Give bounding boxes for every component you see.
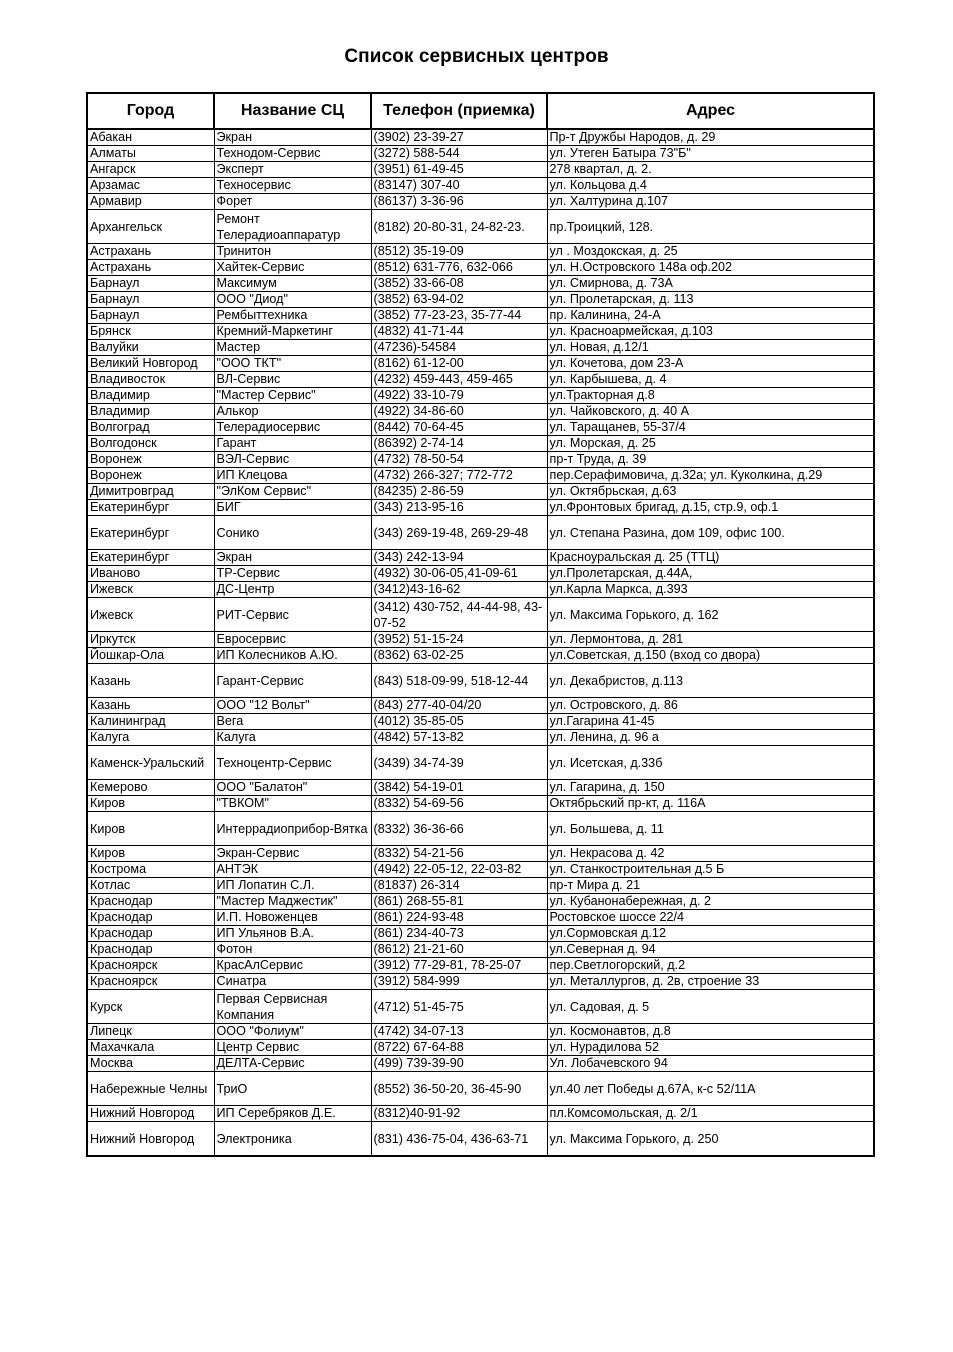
- cell-city: Волгодонск: [87, 436, 214, 452]
- cell-city: Набережные Челны: [87, 1072, 214, 1106]
- table-row: [87, 194, 874, 210]
- cell-city: Кемерово: [87, 780, 214, 796]
- cell-city: Казань: [87, 664, 214, 698]
- table-row: [87, 356, 874, 372]
- cell-city: Астрахань: [87, 260, 214, 276]
- cell-name: Ремонт Телерадиоаппаратур: [214, 210, 371, 244]
- cell-phone: (4942) 22-05-12, 22-03-82: [371, 862, 547, 878]
- cell-city: Владимир: [87, 388, 214, 404]
- cell-phone: (8512) 631-776, 632-066: [371, 260, 547, 276]
- cell-address: ул. Морская, д. 25: [547, 436, 874, 452]
- cell-city: Котлас: [87, 878, 214, 894]
- table-row: [87, 746, 874, 780]
- cell-city: Красноярск: [87, 974, 214, 990]
- table-row: [87, 244, 874, 260]
- cell-phone: (81837) 26-314: [371, 878, 547, 894]
- table-row: [87, 942, 874, 958]
- table-row: [87, 566, 874, 582]
- cell-phone: (3852) 33-66-08: [371, 276, 547, 292]
- cell-address: ул. Большева, д. 11: [547, 812, 874, 846]
- table-row: [87, 582, 874, 598]
- table-row: [87, 910, 874, 926]
- cell-name: Тринитон: [214, 244, 371, 260]
- table-row: [87, 878, 874, 894]
- cell-name: "ООО ТКТ": [214, 356, 371, 372]
- cell-name: ООО "Фолиум": [214, 1024, 371, 1040]
- cell-address: ул. Н.Островского 148а оф.202: [547, 260, 874, 276]
- cell-phone: (3912) 77-29-81, 78-25-07: [371, 958, 547, 974]
- cell-name: Гарант: [214, 436, 371, 452]
- cell-name: "Мастер Сервис": [214, 388, 371, 404]
- cell-phone: (8312)40-91-92: [371, 1106, 547, 1122]
- table-row: [87, 664, 874, 698]
- cell-name: ТриО: [214, 1072, 371, 1106]
- cell-address: ул. Красноармейская, д.103: [547, 324, 874, 340]
- table-row: [87, 1024, 874, 1040]
- cell-city: Барнаул: [87, 276, 214, 292]
- cell-address: ул. Садовая, д. 5: [547, 990, 874, 1024]
- cell-address: пер.Серафимовича, д.32а; ул. Куколкина, д.29: [547, 468, 874, 484]
- cell-name: Первая Сервисная Компания: [214, 990, 371, 1024]
- cell-name: ВЭЛ-Сервис: [214, 452, 371, 468]
- cell-city: Екатеринбург: [87, 516, 214, 550]
- cell-address: ул. Карбышева, д. 4: [547, 372, 874, 388]
- cell-address: ул. Степана Разина, дом 109, офис 100.: [547, 516, 874, 550]
- table-row: [87, 812, 874, 846]
- cell-name: ООО "Балатон": [214, 780, 371, 796]
- cell-phone: (8722) 67-64-88: [371, 1040, 547, 1056]
- cell-phone: (8162) 61-12-00: [371, 356, 547, 372]
- cell-address: ул. Халтурина д.107: [547, 194, 874, 210]
- table-row: [87, 990, 874, 1024]
- cell-city: Ижевск: [87, 598, 214, 632]
- cell-phone: (3412)43-16-62: [371, 582, 547, 598]
- cell-phone: (8552) 36-50-20, 36-45-90: [371, 1072, 547, 1106]
- table-row: [87, 730, 874, 746]
- cell-address: пер.Светлогорский, д.2: [547, 958, 874, 974]
- table-row: [87, 1072, 874, 1106]
- cell-city: Владимир: [87, 404, 214, 420]
- cell-city: Краснодар: [87, 942, 214, 958]
- table-row: [87, 146, 874, 162]
- cell-city: Волгоград: [87, 420, 214, 436]
- table-row: [87, 1122, 874, 1157]
- cell-city: Барнаул: [87, 308, 214, 324]
- cell-phone: (4712) 51-45-75: [371, 990, 547, 1024]
- table-row: [87, 894, 874, 910]
- cell-city: Липецк: [87, 1024, 214, 1040]
- cell-phone: (861) 234-40-73: [371, 926, 547, 942]
- cell-name: РИТ-Сервис: [214, 598, 371, 632]
- cell-city: Ангарск: [87, 162, 214, 178]
- cell-phone: (3852) 77-23-23, 35-77-44: [371, 308, 547, 324]
- cell-phone: (83147) 307-40: [371, 178, 547, 194]
- cell-city: Абакан: [87, 129, 214, 146]
- cell-address: ул. Металлургов, д. 2в, строение 33: [547, 974, 874, 990]
- cell-address: ул. Кубанонабережная, д. 2: [547, 894, 874, 910]
- cell-name: "ТВКОМ": [214, 796, 371, 812]
- cell-phone: (3852) 63-94-02: [371, 292, 547, 308]
- cell-address: ул.Тракторная д.8: [547, 388, 874, 404]
- cell-city: Краснодар: [87, 894, 214, 910]
- cell-phone: (86392) 2-74-14: [371, 436, 547, 452]
- cell-phone: (861) 224-93-48: [371, 910, 547, 926]
- cell-address: ул. Пролетарская, д. 113: [547, 292, 874, 308]
- cell-name: Мастер: [214, 340, 371, 356]
- table-row: [87, 1040, 874, 1056]
- cell-address: ул. Нурадилова 52: [547, 1040, 874, 1056]
- cell-name: Техносервис: [214, 178, 371, 194]
- cell-address: пр.Троицкий, 128.: [547, 210, 874, 244]
- cell-name: ИП Клецова: [214, 468, 371, 484]
- cell-phone: (3912) 584-999: [371, 974, 547, 990]
- cell-address: ул.Гагарина 41-45: [547, 714, 874, 730]
- cell-phone: (4232) 459-443, 459-465: [371, 372, 547, 388]
- cell-name: Эксперт: [214, 162, 371, 178]
- cell-address: ул. Ленина, д. 96 а: [547, 730, 874, 746]
- cell-name: ТР-Сервис: [214, 566, 371, 582]
- cell-name: ИП Серебряков Д.Е.: [214, 1106, 371, 1122]
- table-row: [87, 780, 874, 796]
- cell-city: Красноярск: [87, 958, 214, 974]
- header-city: Город: [87, 93, 214, 129]
- cell-phone: (84235) 2-86-59: [371, 484, 547, 500]
- cell-phone: (4832) 41-71-44: [371, 324, 547, 340]
- page-title: Список сервисных центров: [344, 46, 609, 67]
- cell-phone: (343) 269-19-48, 269-29-48: [371, 516, 547, 550]
- cell-city: Валуйки: [87, 340, 214, 356]
- cell-phone: (831) 436-75-04, 436-63-71: [371, 1122, 547, 1157]
- cell-address: 278 квартал, д. 2.: [547, 162, 874, 178]
- cell-city: Курск: [87, 990, 214, 1024]
- cell-name: Хайтек-Сервис: [214, 260, 371, 276]
- cell-phone: (3902) 23-39-27: [371, 129, 547, 146]
- cell-phone: (8512) 35-19-09: [371, 244, 547, 260]
- cell-address: ул. Максима Горького, д. 250: [547, 1122, 874, 1157]
- cell-address: Пр-т Дружбы Народов, д. 29: [547, 129, 874, 146]
- table-row: [87, 1056, 874, 1072]
- cell-city: Астрахань: [87, 244, 214, 260]
- cell-phone: (8332) 54-21-56: [371, 846, 547, 862]
- table-row: [87, 129, 874, 146]
- cell-phone: (47236)-54584: [371, 340, 547, 356]
- cell-city: Воронеж: [87, 468, 214, 484]
- cell-city: Алматы: [87, 146, 214, 162]
- cell-city: Киров: [87, 846, 214, 862]
- header-phone: Телефон (приемка): [371, 93, 547, 129]
- table-row: [87, 516, 874, 550]
- cell-address: ул.Сормовская д.12: [547, 926, 874, 942]
- table-row: [87, 926, 874, 942]
- cell-name: Сонико: [214, 516, 371, 550]
- table-row: [87, 1106, 874, 1122]
- cell-address: пл.Комсомольская, д. 2/1: [547, 1106, 874, 1122]
- cell-phone: (8612) 21-21-60: [371, 942, 547, 958]
- cell-city: Ижевск: [87, 582, 214, 598]
- table-row: [87, 452, 874, 468]
- cell-city: Калуга: [87, 730, 214, 746]
- cell-phone: (861) 268-55-81: [371, 894, 547, 910]
- cell-name: Фотон: [214, 942, 371, 958]
- table-row: [87, 340, 874, 356]
- table-row: [87, 260, 874, 276]
- cell-name: "ЭлКом Сервис": [214, 484, 371, 500]
- cell-city: Кострома: [87, 862, 214, 878]
- cell-name: Интеррадиоприбор-Вятка: [214, 812, 371, 846]
- cell-name: Экран: [214, 550, 371, 566]
- table-row: [87, 420, 874, 436]
- cell-name: Вега: [214, 714, 371, 730]
- cell-name: ИП Лопатин С.Л.: [214, 878, 371, 894]
- cell-address: ул. Максима Горького, д. 162: [547, 598, 874, 632]
- cell-phone: (4922) 34-86-60: [371, 404, 547, 420]
- cell-phone: (3952) 51-15-24: [371, 632, 547, 648]
- cell-name: Экран-Сервис: [214, 846, 371, 862]
- cell-phone: (3439) 34-74-39: [371, 746, 547, 780]
- table-row: [87, 500, 874, 516]
- table-row: [87, 598, 874, 632]
- cell-city: Воронеж: [87, 452, 214, 468]
- cell-phone: (843) 277-40-04/20: [371, 698, 547, 714]
- cell-address: Ростовское шоссе 22/4: [547, 910, 874, 926]
- cell-address: ул. Декабристов, д.113: [547, 664, 874, 698]
- cell-name: ДЕЛТА-Сервис: [214, 1056, 371, 1072]
- cell-name: БИГ: [214, 500, 371, 516]
- table-row: [87, 162, 874, 178]
- cell-phone: (4732) 266-327; 772-772: [371, 468, 547, 484]
- cell-phone: (343) 213-95-16: [371, 500, 547, 516]
- cell-name: Телерадиосервис: [214, 420, 371, 436]
- cell-address: Ул. Лобачевского 94: [547, 1056, 874, 1072]
- cell-name: Алькор: [214, 404, 371, 420]
- table-row: [87, 648, 874, 664]
- cell-city: Иркутск: [87, 632, 214, 648]
- cell-name: ИП Колесников А.Ю.: [214, 648, 371, 664]
- service-centers-table: [86, 92, 875, 1157]
- table-row: [87, 468, 874, 484]
- cell-name: ДС-Центр: [214, 582, 371, 598]
- cell-name: КрасАлСервис: [214, 958, 371, 974]
- cell-city: Калининград: [87, 714, 214, 730]
- cell-address: ул.Советская, д.150 (вход со двора): [547, 648, 874, 664]
- table-row: [87, 276, 874, 292]
- cell-phone: (499) 739-39-90: [371, 1056, 547, 1072]
- cell-city: Архангельск: [87, 210, 214, 244]
- table-row: [87, 178, 874, 194]
- cell-phone: (3842) 54-19-01: [371, 780, 547, 796]
- cell-city: Нижний Новгород: [87, 1122, 214, 1157]
- cell-address: ул.Пролетарская, д.44А,: [547, 566, 874, 582]
- cell-phone: (843) 518-09-99, 518-12-44: [371, 664, 547, 698]
- cell-address: ул.40 лет Победы д.67А, к-с 52/11А: [547, 1072, 874, 1106]
- table-row: [87, 388, 874, 404]
- cell-address: ул. Островского, д. 86: [547, 698, 874, 714]
- cell-city: Нижний Новгород: [87, 1106, 214, 1122]
- table-row: [87, 372, 874, 388]
- cell-phone: (4842) 57-13-82: [371, 730, 547, 746]
- cell-city: Димитровград: [87, 484, 214, 500]
- cell-phone: (4922) 33-10-79: [371, 388, 547, 404]
- cell-phone: (3412) 430-752, 44-44-98, 43-07-52: [371, 598, 547, 632]
- table-row: [87, 404, 874, 420]
- cell-address: ул. Кольцова д.4: [547, 178, 874, 194]
- cell-address: ул. Станкостроительная д.5 Б: [547, 862, 874, 878]
- cell-address: ул. Гагарина, д. 150: [547, 780, 874, 796]
- cell-address: ул.Карла Маркса, д.393: [547, 582, 874, 598]
- cell-phone: (4732) 78-50-54: [371, 452, 547, 468]
- cell-phone: (3272) 588-544: [371, 146, 547, 162]
- cell-name: АНТЭК: [214, 862, 371, 878]
- table-row: [87, 484, 874, 500]
- cell-city: Брянск: [87, 324, 214, 340]
- cell-phone: (343) 242-13-94: [371, 550, 547, 566]
- cell-city: Армавир: [87, 194, 214, 210]
- cell-phone: (4012) 35-85-05: [371, 714, 547, 730]
- cell-phone: (8362) 63-02-25: [371, 648, 547, 664]
- header-name: Название СЦ: [214, 93, 371, 129]
- cell-address: ул. Кочетова, дом 23-А: [547, 356, 874, 372]
- cell-name: Гарант-Сервис: [214, 664, 371, 698]
- cell-address: пр-т Мира д. 21: [547, 878, 874, 894]
- table-row: [87, 308, 874, 324]
- table-header: [87, 93, 874, 129]
- table-row: [87, 796, 874, 812]
- table-row: [87, 714, 874, 730]
- cell-name: Экран: [214, 129, 371, 146]
- table-row: [87, 210, 874, 244]
- cell-city: Краснодар: [87, 926, 214, 942]
- cell-phone: (3951) 61-49-45: [371, 162, 547, 178]
- cell-address: Октябрьский пр-кт, д. 116А: [547, 796, 874, 812]
- cell-address: ул.Фронтовых бригад, д.15, стр.9, оф.1: [547, 500, 874, 516]
- cell-address: ул. Чайковского, д. 40 А: [547, 404, 874, 420]
- cell-city: Киров: [87, 796, 214, 812]
- cell-city: Йошкар-Ола: [87, 648, 214, 664]
- cell-city: Казань: [87, 698, 214, 714]
- cell-address: ул. Некрасова д. 42: [547, 846, 874, 862]
- cell-name: ООО "Диод": [214, 292, 371, 308]
- cell-address: ул . Моздокская, д. 25: [547, 244, 874, 260]
- cell-phone: (4742) 34-07-13: [371, 1024, 547, 1040]
- table-row: [87, 846, 874, 862]
- cell-city: Владивосток: [87, 372, 214, 388]
- header-row: [87, 93, 874, 129]
- cell-name: Евросервис: [214, 632, 371, 648]
- cell-phone: (8332) 54-69-56: [371, 796, 547, 812]
- cell-city: Екатеринбург: [87, 500, 214, 516]
- cell-name: ООО "12 Вольт": [214, 698, 371, 714]
- cell-name: ИП Ульянов В.А.: [214, 926, 371, 942]
- cell-address: ул. Лермонтова, д. 281: [547, 632, 874, 648]
- table-row: [87, 974, 874, 990]
- cell-address: ул. Октябрьская, д.63: [547, 484, 874, 500]
- cell-name: Рембыттехника: [214, 308, 371, 324]
- cell-name: Максимум: [214, 276, 371, 292]
- cell-name: Кремний-Маркетинг: [214, 324, 371, 340]
- cell-city: Екатеринбург: [87, 550, 214, 566]
- table-row: [87, 550, 874, 566]
- table-row: [87, 292, 874, 308]
- cell-city: Великий Новгород: [87, 356, 214, 372]
- cell-city: Киров: [87, 812, 214, 846]
- cell-address: ул. Новая, д.12/1: [547, 340, 874, 356]
- table-row: [87, 632, 874, 648]
- cell-city: Барнаул: [87, 292, 214, 308]
- cell-phone: (86137) 3-36-96: [371, 194, 547, 210]
- cell-city: Москва: [87, 1056, 214, 1072]
- cell-name: Техноцентр-Сервис: [214, 746, 371, 780]
- table-row: [87, 436, 874, 452]
- cell-city: Иваново: [87, 566, 214, 582]
- cell-name: Центр Сервис: [214, 1040, 371, 1056]
- cell-address: пр. Калинина, 24-А: [547, 308, 874, 324]
- cell-phone: (8182) 20-80-31, 24-82-23.: [371, 210, 547, 244]
- cell-city: Махачкала: [87, 1040, 214, 1056]
- cell-phone: (8442) 70-64-45: [371, 420, 547, 436]
- cell-name: Синатра: [214, 974, 371, 990]
- table-row: [87, 698, 874, 714]
- cell-address: ул. Исетская, д.33б: [547, 746, 874, 780]
- cell-address: ул. Смирнова, д. 73А: [547, 276, 874, 292]
- table-row: [87, 324, 874, 340]
- cell-name: Электроника: [214, 1122, 371, 1157]
- table-body: [87, 129, 874, 1156]
- cell-address: ул.Северная д. 94: [547, 942, 874, 958]
- table-row: [87, 862, 874, 878]
- cell-name: И.П. Новоженцев: [214, 910, 371, 926]
- table-row: [87, 958, 874, 974]
- cell-address: пр-т Труда, д. 39: [547, 452, 874, 468]
- cell-name: Технодом-Сервис: [214, 146, 371, 162]
- cell-address: ул. Космонавтов, д.8: [547, 1024, 874, 1040]
- cell-phone: (8332) 36-36-66: [371, 812, 547, 846]
- cell-address: ул. Утеген Батыра 73"Б": [547, 146, 874, 162]
- cell-name: ВЛ-Сервис: [214, 372, 371, 388]
- cell-name: Калуга: [214, 730, 371, 746]
- header-address: Адрес: [547, 93, 874, 129]
- service-centers-table-container: [86, 92, 873, 1157]
- cell-name: "Мастер Маджестик": [214, 894, 371, 910]
- cell-phone: (4932) 30-06-05,41-09-61: [371, 566, 547, 582]
- cell-city: Каменск-Уральский: [87, 746, 214, 780]
- cell-city: Арзамас: [87, 178, 214, 194]
- cell-address: Красноуральская д. 25 (ТТЦ): [547, 550, 874, 566]
- cell-name: Форет: [214, 194, 371, 210]
- cell-address: ул. Таращанев, 55-37/4: [547, 420, 874, 436]
- cell-city: Краснодар: [87, 910, 214, 926]
